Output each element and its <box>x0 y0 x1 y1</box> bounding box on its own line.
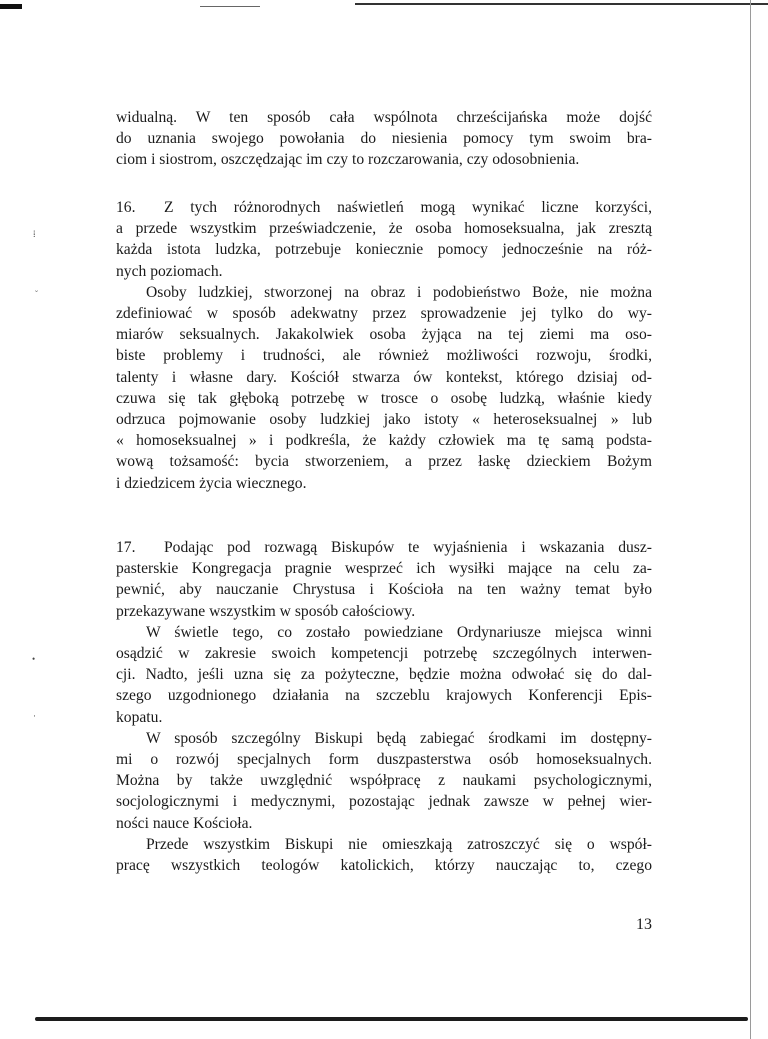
margin-speck: • <box>32 654 36 664</box>
text-line: mi o rozwój specjalnych form duszpasterstwa osób homoseksualnych. <box>116 751 652 769</box>
text-line: ności nauce Kościoła. <box>116 814 253 832</box>
text-line: Przede wszystkim Biskupi nie omieszkają zatroszczyć się o współ- <box>146 835 652 853</box>
text-line: czuwa się tak głęboką potrzebę w trosce o osobę ludzką, właśnie kiedy <box>116 389 652 407</box>
text-line: kopatu. <box>116 708 163 726</box>
scan-top-rule <box>355 3 768 5</box>
text-line: pracę wszystkich teologów katolickich, którzy nauczając to, czego <box>116 857 652 875</box>
text-line: Osoby ludzkiej, stworzonej na obraz i podobieństwo Boże, nie można <box>146 283 652 301</box>
text-line: ciom i siostrom, oszczędzając im czy to rozczarowania, czy odosobnienia. <box>116 151 580 169</box>
text-line: 17. Podając pod rozwagą Biskupów te wyjaśnienia i wskazania dusz- <box>116 537 652 558</box>
scan-edge-mark <box>0 4 22 9</box>
text-line: nych poziomach. <box>116 262 223 280</box>
text-line: przekazywane wszystkim w sposób całościowy. <box>116 602 416 620</box>
section-17 <box>116 537 652 876</box>
text-line: osądzić w zakresie swoich kompetencji potrzebę szczególnych interwen- <box>116 645 652 663</box>
text-line: pasterskie Kongregacja pragnie wesprzeć ich wysiłki mające na celu za- <box>116 560 652 578</box>
text-line: cji. Nadto, jeśli uzna się za pożyteczne, będzie można odwołać się do dal- <box>116 666 652 684</box>
margin-speck: ˘ <box>35 289 38 299</box>
section-number: 16. <box>116 199 136 216</box>
margin-speck: · <box>33 711 36 721</box>
text-line: odrzuca pojmowanie osoby ludzkiej jako istoty « heteroseksualnej » lub <box>116 411 652 429</box>
text-line: zdefiniować w sposób adekwatny przez sprowadzenie jej tylko do wy- <box>116 305 652 323</box>
section-number: 17. <box>116 539 136 556</box>
text-line: Można by także uwzględnić współpracę z naukami psychologicznymi, <box>116 772 652 790</box>
text-line: miarów seksualnych. Jakakolwiek osoba żyjąca na tej ziemi ma oso- <box>116 326 652 344</box>
text-line: a przede wszystkim przeświadczenie, że osoba homoseksualna, jak zresztą <box>116 220 652 238</box>
text-line: pewnić, aby nauczanie Chrystusa i Kościoła na ten ważny temat było <box>116 581 652 599</box>
text-line: talenty i własne dary. Kościół stwarza ów kontekst, którego dzisiaj od- <box>116 368 652 386</box>
section-16 <box>116 197 652 494</box>
text-line: 16. Z tych różnorodnych naświetleń mogą wynikać liczne korzyści, <box>116 197 652 218</box>
text-line: W świetle tego, co zostało powiedziane Ordynariusze miejsca winni <box>146 623 652 641</box>
text-line: szego uzgodnionego działania na szczeblu krajowych Konferencji Epis- <box>116 687 652 705</box>
scan-top-line <box>200 6 260 7</box>
text-line: do uznania swojego powołania do niesienia pomocy tym swoim bra- <box>116 130 652 148</box>
text-line: socjologicznymi i medycznymi, pozostając jednak zawsze w pełnej wier- <box>116 793 652 811</box>
text-line: i dziedzicem życia wiecznego. <box>116 474 307 492</box>
margin-speck: ⁞ <box>33 229 36 239</box>
paragraph <box>116 622 652 728</box>
page-bottom-rule <box>35 1017 748 1021</box>
paragraph <box>116 282 652 494</box>
paragraph <box>116 728 652 834</box>
paragraph <box>116 197 652 282</box>
text-line: « homoseksualnej » i podkreśla, że każdy człowiek ma tę samą podsta- <box>116 432 652 450</box>
text-line: biste problemy i trudności, ale również możliwości rozwoju, środki, <box>116 347 652 365</box>
page-number: 13 <box>636 916 652 933</box>
paragraph <box>116 834 652 876</box>
text-line: wową tożsamość: bycia stworzeniem, a przez łaskę dzieckiem Bożym <box>116 453 652 471</box>
text-line: widualną. W ten sposób cała wspólnota chrześcijańska może dojść <box>116 109 652 126</box>
continuation-paragraph <box>116 107 652 171</box>
page-right-edge <box>750 0 751 1039</box>
text-line: W sposób szczególny Biskupi będą zabiegać środkami im dostępny- <box>146 729 652 747</box>
paragraph <box>116 537 652 622</box>
text-line: każda istota ludzka, potrzebuje koniecznie pomocy jednocześnie na róż- <box>116 241 652 259</box>
